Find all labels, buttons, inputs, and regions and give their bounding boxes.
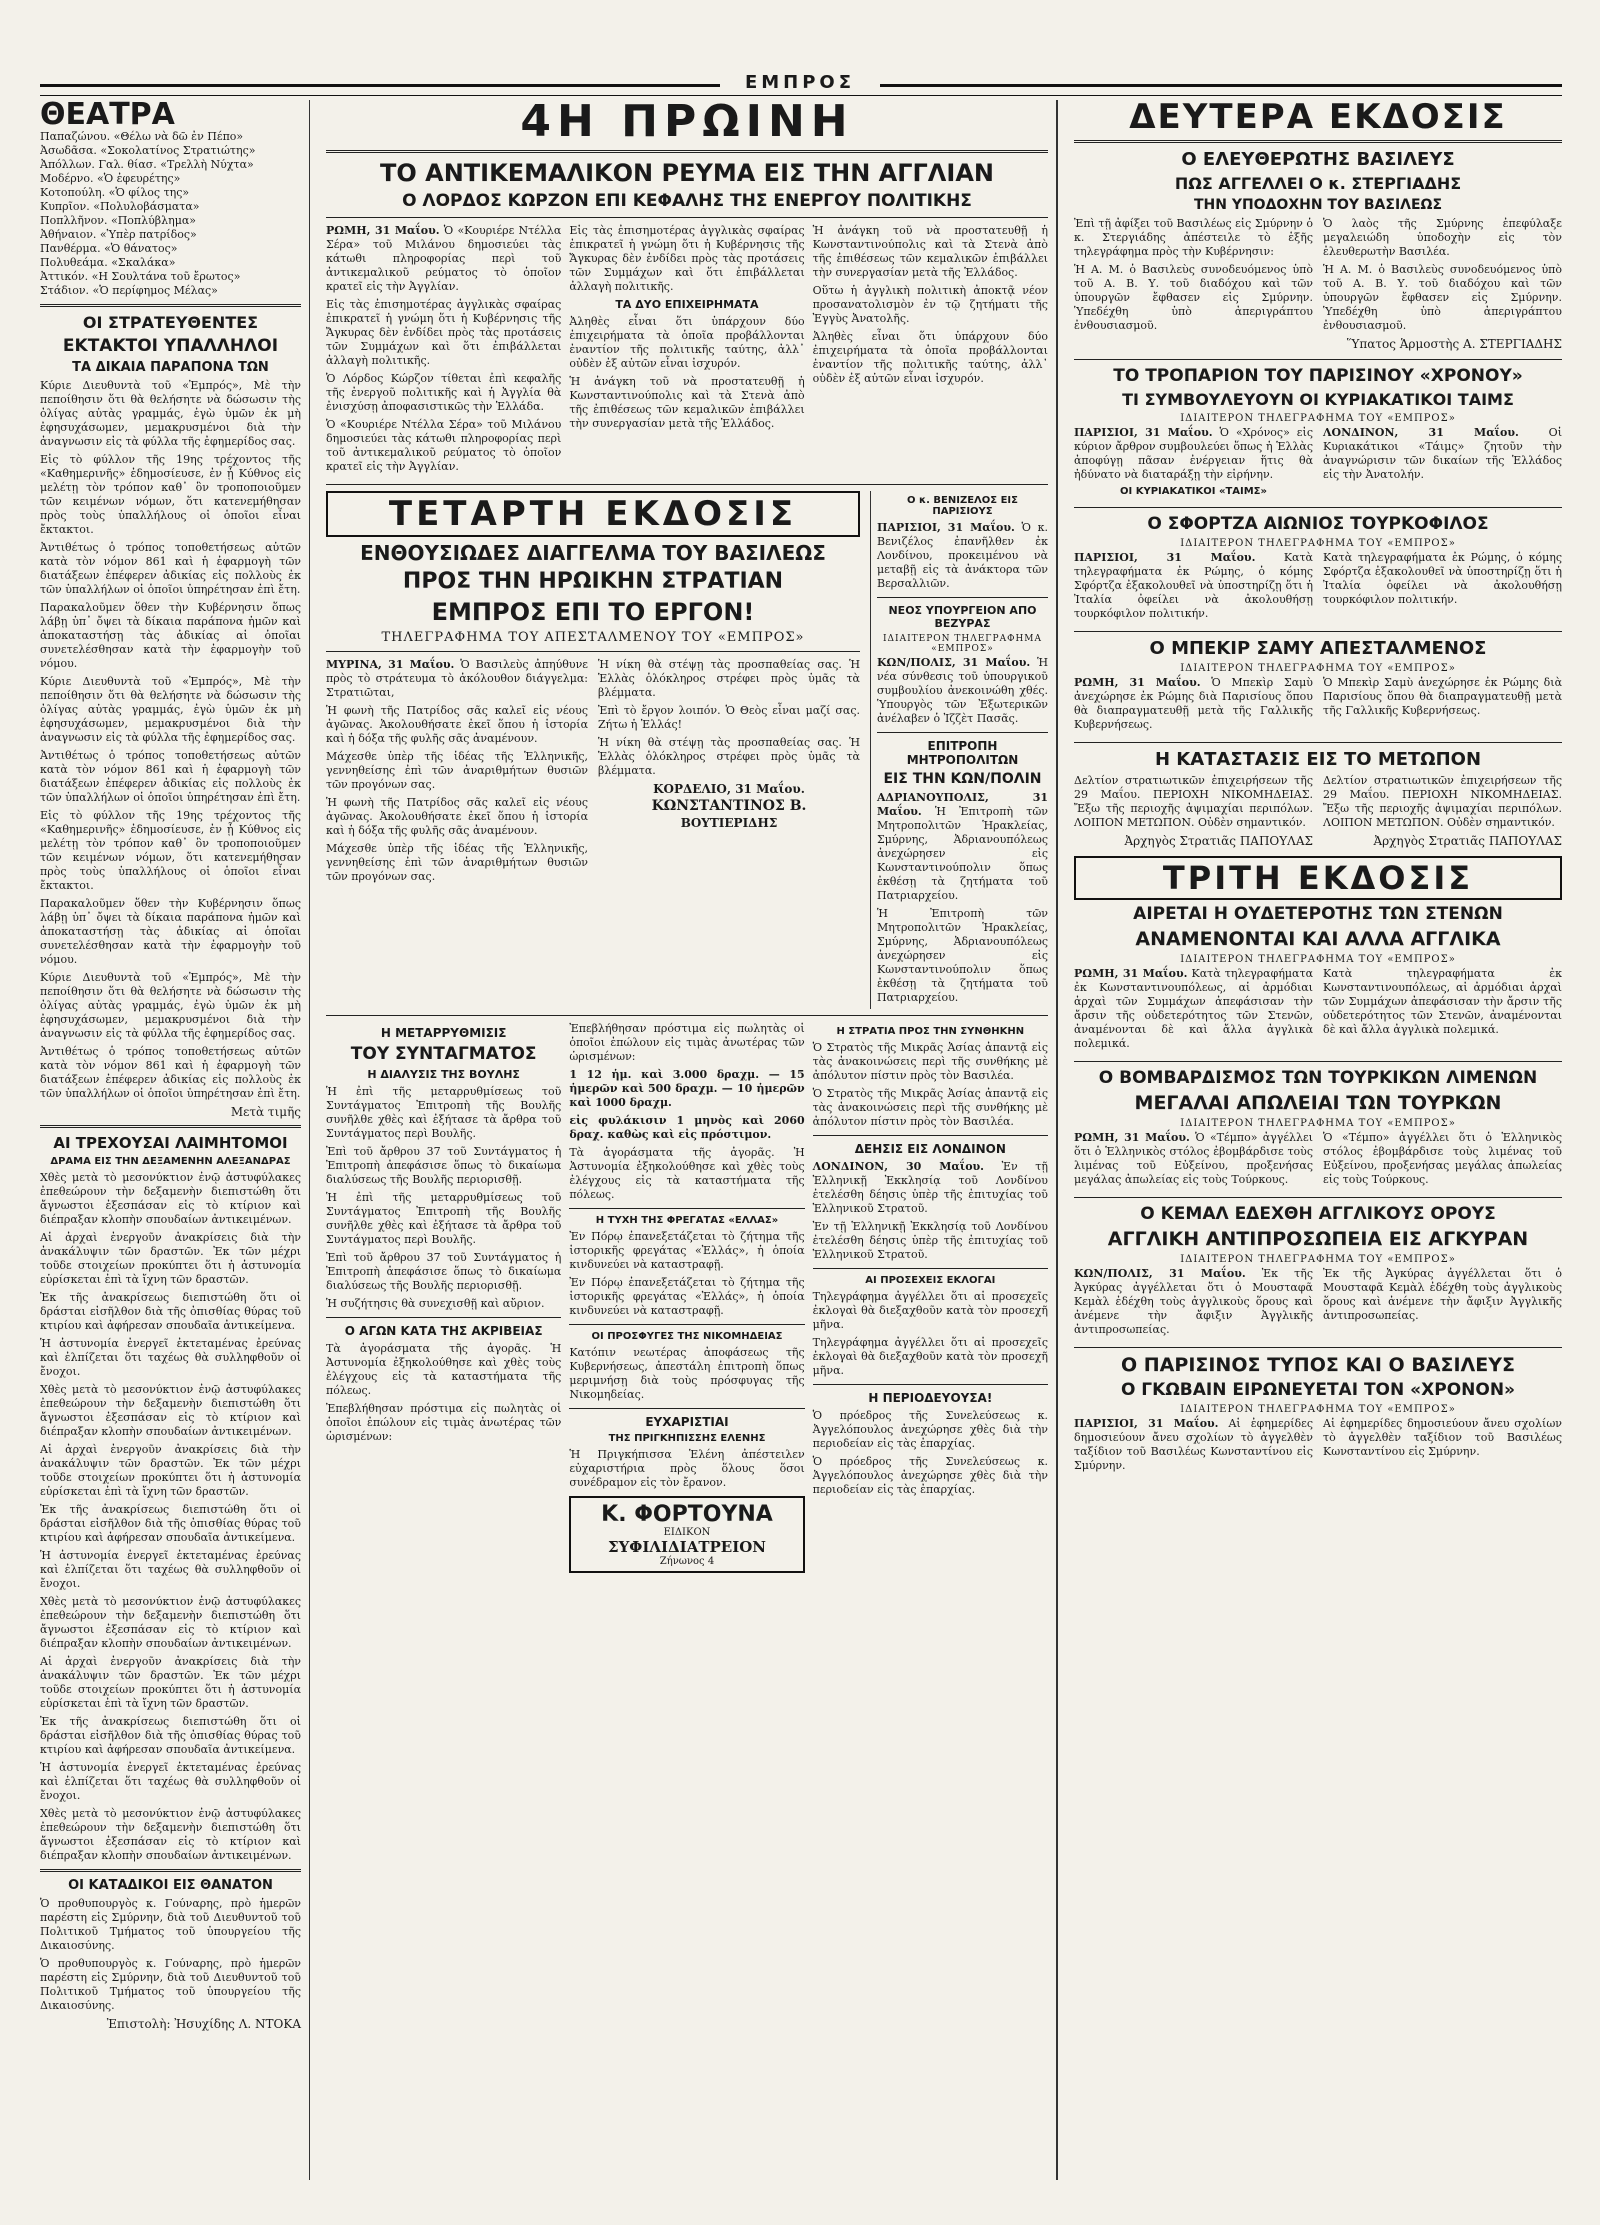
second-edition-title: ΔΕΥΤΕΡΑ ΕΚΔΟΣΙΣ [1129,100,1507,137]
thanks-title: ΕΥΧΑΡΙΣΤΙΑΙ [645,1415,729,1429]
article-paragraph: Μάχεσθε ὑπὲρ τῆς ἰδέας τῆς Ἑλληνικῆς, γεννηθείσης ἐπὶ τῶν ἀναριθμήτων θυσιῶν τῶν προγόνων σας. [326,842,588,883]
article-paragraph: Ἐν τῇ Ἑλληνικῇ Ἐκκλησίᾳ τοῦ Λονδίνου ἐτελέσθη δέησις ὑπὲρ τῆς ἐπιτυχίας τοῦ Ἑλληνικοῦ Στρατοῦ. [812,1220,1048,1261]
article-paragraph: Κύριε Διευθυντὰ τοῦ «Ἐμπρός», Μὲ τὴν πεποίθησιν ὅτι θὰ θελήσητε νὰ δώσωσιν τὴς ὀλίγας αὐτὰς γραμμάς, ἐγὼ ὑμῶν ἐκ μὴ ἐφησυχάσωμεν, μεμακρυσμένοι διὰ τὴν ἀναγνωσιν εἰς τὰ φύλλα τῆς ἐφημερίδος σας. [40,379,301,448]
proclamation-place: ΚΟΡΔΕΛΙΟ, 31 Μαΐου. [653,782,805,796]
king-title: Ο ΕΛΕΥΘΕΡΩΤΗΣ ΒΑΣΙΛΕΥΣ [1181,149,1455,170]
theatre-listing: Πολυθεάμα. «Σκαλάκα» [40,256,176,269]
article-paragraph: Αἱ ἀρχαὶ ἐνεργοῦν ἀνακρίσεις διὰ τὴν ἀνακάλυψιν τῶν δραστῶν. Ἐκ τῶν μέχρι τοῦδε στοιχείων προκύπτει ὅτι ἡ ἀστυνομία εὑρίσκεται ἐπὶ τὰ ἴχνη τῶν δραστῶν. [40,1231,301,1286]
venizelos-title: Ο κ. ΒΕΝΙΖΕΛΟΣ ΕΙΣ ΠΑΡΙΣΙΟΥΣ [907,495,1018,517]
article-paragraph: Ἡ ἀστυνομία ἐνεργεῖ ἐκτεταμένας ἐρεύνας καὶ ἐλπίζεται ὅτι ταχέως θὰ συλληφθοῦν οἱ ἔνοχοι. [40,1337,301,1378]
article-paragraph: Ἡ Α. Μ. ὁ Βασιλεὺς συνοδευόμενος ὑπὸ τοῦ Α. Β. Υ. τοῦ διαδόχου καὶ τῶν ὑπουργῶν ἔφθασεν εἰς Σμύρνην. Ὑπεδέχθη ὑπὸ ἀπεριγράπτου ἐνθουσιασμοῦ. [1074,263,1313,332]
king-subtitle: ΠΩΣ ΑΓΓΕΛΛΕΙ Ο κ. ΣΤΕΡΓΙΑΔΗΣ [1174,174,1462,193]
article-paragraph: Κατὰ τηλεγραφήματα ἐκ Κωνσταντινουπόλεως, αἱ ἀρμόδιαι ἀρχαὶ τῶν Συμμάχων ἀπεφάσισαν τὴν ἄρσιν τῆς οὐδετερότητος τῶν Στενῶν, ἀναμένονται δὲ καὶ ἄλλα ἀγγλικὰ πολεμικά. [1323,967,1562,1036]
dateline: ΠΑΡΙΣΙΟΙ, 31 Μαΐου. [1074,1417,1219,1430]
article-paragraph: Ὁ προθυπουργὸς κ. Γούναρης, πρὸ ἡμερῶν παρέστη εἰς Σμύρνην, διὰ τοῦ Διευθυντοῦ τοῦ Πολιτικοῦ Τμήματος τοῦ ὑπουργείου τῆς Δικαιοσύνης. [40,1897,301,1952]
bekir-sami-title: Ο ΜΠΕΚΙΡ ΣΑΜΥ ΑΠΕΣΤΑΛΜΕΝΟΣ [1149,638,1487,659]
sforza-title: Ο ΣΦΟΡΤΖΑ ΑΙΩΝΙΟΣ ΤΟΥΡΚΟΦΙΛΟΣ [1147,514,1489,534]
theatre-listing: Κοτοπούλη. «Ὁ φίλος της» [40,186,190,199]
london-title: ΔΕΗΣΙΣ ΕΙΣ ΛΟΝΔΙΝΟΝ [854,1142,1006,1156]
telegram-source: ΙΔΙΑΙΤΕΡΟΝ ΤΗΛΕΓΡΑΦΗΜΑ «ΕΜΠΡΟΣ» [882,634,1043,654]
article-paragraph: Τὰ ἀγοράσματα τῆς ἀγορᾶς. Ἡ Ἀστυνομία ἐξηκολούθησε καὶ χθὲς τοὺς ἐλέγχους εἰς τὰ καταστήματα τῆς πόλεως. [326,1342,562,1397]
theatre-listing: Κυπρῖον. «Πολυλοβάσματα» [40,200,200,213]
article-paragraph: Τὰ ἀγοράσματα τῆς ἀγορᾶς. Ἡ Ἀστυνομία ἐξηκολούθησε καὶ χθὲς τοὺς ἐλέγχους εἰς τὰ καταστήματα τῆς πόλεως. [569,1146,805,1201]
telegram-source: ΙΔΙΑΙΤΕΡΟΝ ΤΗΛΕΓΡΑΦΗΜΑ ΤΟΥ «ΕΜΠΡΟΣ» [1180,663,1456,674]
dateline: ΠΑΡΙΣΙΟΙ, 31 Μαΐου. [877,521,1015,534]
cost-of-living-title: Ο ΑΓΩΝ ΚΑΤΑ ΤΗΣ ΑΚΡΙΒΕΙΑΣ [344,1324,543,1338]
article-paragraph: Ἡ φωνὴ τῆς Πατρίδος σᾶς καλεῖ εἰς νέους ἀγῶνας. Ἀκολουθήσατε ἐκεῖ ὅπου ἡ ἱστορία καὶ ἡ δόξα τῆς φυλῆς σᾶς ἀναμένουν. [326,704,588,745]
theatre-list [40,130,301,298]
fines-list: εἰς φυλάκισιν 1 μηνὸς καὶ 2060 δραχ. καθὼς καὶ εἰς πρόστιμον. [569,1114,805,1141]
article-paragraph: Κύριε Διευθυντὰ τοῦ «Ἐμπρός», Μὲ τὴν πεποίθησιν ὅτι θὰ θελήσητε νὰ δώσωσιν τὴς ὀλίγας αὐτὰς γραμμάς, ἐγὼ ὑμῶν ἐκ μὴ ἐφησυχάσωμεν, μεμακρυσμένοι διὰ τὴν ἀναγνωσιν εἰς τὰ φύλλα τῆς ἐφημερίδος σας. [40,971,301,1040]
article-paragraph: Κατὰ τηλεγραφήματα ἐκ Ρώμης, ὁ κόμης Σφόρτζα ἐξακολουθεῖ νὰ ὑποστηρίζῃ ὅτι ἡ Ἰταλία ὀφείλει νὰ ἀκολουθήσῃ τουρκόφιλον πολιτικήν. [1074,551,1313,620]
thanks-subtitle: ΤΗΣ ΠΡΙΓΚΗΠΙΣΣΗΣ ΕΛΕΝΗΣ [608,1433,766,1444]
ad-line: ΣΥΦΙΛΙΔΙΑΤΡΕΙΟΝ [607,1538,766,1556]
article-paragraph: Χθὲς μετὰ τὸ μεσονύκτιον ἐνῷ ἀστυφύλακες ἐπεθεώρουν τὴν δεξαμενὴν διεπιστώθη ὅτι ἄγνωστοι ἐξεσπάσαν εἰς τὸ κτίριον καὶ διέπραξαν κλοπὴν σπουδαίων ἀντικειμένων. [40,1807,301,1862]
article-paragraph: Χθὲς μετὰ τὸ μεσονύκτιον ἐνῷ ἀστυφύλακες ἐπεθεώρουν τὴν δεξαμενὴν διεπιστώθη ὅτι ἄγνωστοι ἐξεσπάσαν εἰς τὸ κτίριον καὶ διέπραξαν κλοπὴν σπουδαίων ἀντικειμένων. [40,1171,301,1226]
article-paragraph: Ὁ «Τέμπο» ἀγγέλλει ὅτι ὁ Ἑλληνικὸς στόλος ἐβομβάρδισε τοὺς λιμένας τοῦ Εὐξείνου, προξενήσας μεγάλας ἀπωλείας εἰς τοὺς Τούρκους. [1323,1131,1562,1186]
article-paragraph: Ὁ λαὸς τῆς Σμύρνης ἐπεφύλαξε μεγαλειώδη ὑποδοχὴν εἰς τὸν ἐλευθερωτὴν Βασιλέα. [1323,217,1562,258]
revision-subtitle-2: Η ΔΙΑΛΥΣΙΣ ΤΗΣ ΒΟΥΛΗΣ [367,1068,520,1081]
dateline: ΡΩΜΗ, 31 Μαΐου. [1074,1131,1190,1144]
ad-name: Κ. ΦΟΡΤΟΥΝΑ [601,1502,773,1527]
headline-subtitle: Ο ΛΟΡΔΟΣ ΚΩΡΖΟΝ ΕΠΙ ΚΕΦΑΛΗΣ ΤΗΣ ΕΝΕΡΓΟΥ ΠΟΛΙΤΙΚΗΣ [402,191,972,211]
article-paragraph: Ἡ ἀνάγκη τοῦ νὰ προστατευθῇ ἡ Κωνσταντινούπολις καὶ τὰ Στενὰ ἀπὸ τῆς ἐπιθέσεως τῶν κεμαλικῶν ἐπιβάλλει τὴν συνεργασίαν μετὰ τῆς Ἑλλάδος. [569,375,805,430]
dateline: ΛΟΝΔΙΝΟΝ, 31 Μαΐου. [1323,426,1519,439]
article-paragraph: Ἡ νίκη θὰ στέψῃ τὰς προσπαθείας σας. Ἡ Ἑλλὰς ὁλόκληρος στρέφει πρὸς ὑμᾶς τὰ βλέμματα. [598,658,860,699]
article-paragraph: Ἀντιθέτως ὁ τρόπος τοποθετήσεως αὐτῶν κατὰ τὸν νόμον 861 καὶ ἡ ἐφαρμογὴ τῶν διατάξεων ἐπέφερεν ἀδικίας εἰς πολλοὺς ἐκ τῶν ὑπαλλήλων οἱ ὁποῖοι ὑπηρέτησαν ἐπὶ ἔτη. [40,749,301,804]
article-paragraph: Ἡ νέα σύνθεσις τοῦ ὑπουργικοῦ συμβουλίου ἀνεκοινώθη χθές. Ὑπουργὸς τῶν Ἐξωτερικῶν ἀνέλαβεν ὁ Ἰζζὲτ Πασᾶς. [877,656,1048,725]
article-paragraph: Ὁ Στρατὸς τῆς Μικρᾶς Ἀσίας ἀπαντᾷ εἰς τὰς ἀνακοινώσεις περὶ τῆς συνθήκης μὲ ἀπόλυτον πίστιν πρὸς τὸν Βασιλέα. [812,1041,1048,1082]
left-column [40,100,310,2180]
article-paragraph: Τηλεγράφημα ἀγγέλλει ὅτι αἱ προσεχεῖς ἐκλογαὶ θὰ διεξαχθοῦν κατὰ τὸν προσεχῆ μῆνα. [812,1336,1048,1377]
article-paragraph: Οὕτω ἡ ἀγγλικὴ πολιτικὴ ἀποκτᾷ νέον προσανατολισμὸν ἐν τῷ ζητήματι τῆς Ἐγγὺς Ἀνατολῆς. [812,284,1048,325]
straits-subtitle: ΑΝΑΜΕΝΟΝΤΑΙ ΚΑΙ ΑΛΛΑ ΑΓΓΛΙΚΑ [1135,928,1501,950]
article-paragraph: Οἱ Κυριακάτικοι «Τάιμς» ζητοῦν τὴν ἀναγνώρισιν τῶν δικαίων τῆς Ἑλλάδος εἰς τὴν Ἀνατολήν. [1323,426,1562,481]
article-paragraph: Παρακαλοῦμεν ὅθεν τὴν Κυβέρνησιν ὅπως λάβῃ ὑπ᾿ ὄψει τὰ δίκαια παράπονα ἡμῶν καὶ ἀποκαταστήσῃ τὰς ἀδικίας αἱ ὁποῖαι συνετελέσθησαν κατὰ τὴν ἐφαρμογὴν τοῦ νόμου. [40,897,301,966]
telegram-source: ΙΔΙΑΙΤΕΡΟΝ ΤΗΛΕΓΡΑΦΗΜΑ ΤΟΥ «ΕΜΠΡΟΣ» [1180,413,1456,424]
article-paragraph: Ὁ Λόρδος Κώρζον τίθεται ἐπὶ κεφαλῆς τῆς ἐνεργοῦ πολιτικῆς καὶ ἡ Ἀγγλία θὰ ἐνισχύσῃ ἀποφασιστικῶς τὴν Ἑλλάδα. [326,372,562,413]
paris-press-subtitle: Ο ΓΚΩΒΑΙΝ ΕΙΡΩΝΕΥΕΤΑΙ ΤΟΝ «ΧΡΟΝΟΝ» [1120,1380,1516,1400]
article-paragraph: Ἡ Πριγκήπισσα Ἑλένη ἀπέστειλεν εὐχαριστήρια πρὸς ὅλους ὅσοι συνέδραμον εἰς τὸν ἔρανον. [569,1448,805,1489]
article-paragraph: Ἡ φωνὴ τῆς Πατρίδος σᾶς καλεῖ εἰς νέους ἀγῶνας. Ἀκολουθήσατε ἐκεῖ ὅπου ἡ ἱστορία καὶ ἡ δόξα τῆς φυλῆς σᾶς ἀναμένουν. [326,796,588,837]
article-paragraph: Χθὲς μετὰ τὸ μεσονύκτιον ἐνῷ ἀστυφύλακες ἐπεθεώρουν τὴν δεξαμενὴν διεπιστώθη ὅτι ἄγνωστοι ἐξεσπάσαν εἰς τὸ κτίριον καὶ διέπραξαν κλοπὴν σπουδαίων ἀντικειμένων. [40,1383,301,1438]
headline-proclamation: ΕΝΘΟΥΣΙΩΔΕΣ ΔΙΑΓΓΕΛΜΑ ΤΟΥ ΒΑΣΙΛΕΩΣ [360,541,826,565]
article-paragraph: Δελτίον στρατιωτικῶν ἐπιχειρήσεων τῆς 29 Μαΐου. ΠΕΡΙΟΧΗ ΝΙΚΟΜΗΔΕΙΑΣ. Ἔξω τῆς περιοχῆς ἀψιμαχίαι περιπόλων. ΛΟΙΠΟΝ ΜΕΤΩΠΟΝ. Οὐδὲν σημαντικόν. [1074,774,1313,829]
article-paragraph: Ὁ «Κουριέρε Ντέλλα Σέρα» τοῦ Μιλάνου δημοσιεύει τὰς κάτωθι πληροφορίας περὶ τοῦ ἀντικεμαλικοῦ ρεύματος τὸ ὁποῖον κρατεῖ εἰς τὴν Ἀγγλίαν. [326,224,562,293]
headline-proclamation-3: ΕΜΠΡΟΣ ΕΠΙ ΤΟ ΕΡΓΟΝ! [431,598,755,626]
elections-title: ΑΙ ΠΡΟΣΕΧΕΙΣ ΕΚΛΟΓΑΙ [865,1275,996,1286]
dateline: ΑΔΡΙΑΝΟΥΠΟΛΙΣ, 31 Μαΐου. [877,791,1048,818]
dateline: ΚΩΝ/ΠΟΛΙΣ, 31 Μαΐου. [877,656,1031,669]
article-paragraph: Ὁ «Κουριέρε Ντέλλα Σέρα» τοῦ Μιλάνου δημοσιεύει τὰς κάτωθι πληροφορίας περὶ τοῦ ἀντικεμαλικοῦ ρεύματος τὸ ὁποῖον κρατεῖ εἰς τὴν Ἀγγλίαν. [326,418,562,473]
article-paragraph: Κύριε Διευθυντὰ τοῦ «Ἐμπρός», Μὲ τὴν πεποίθησιν ὅτι θὰ θελήσητε νὰ δώσωσιν τὴς ὀλίγας αὐτὰς γραμμάς, ἐγὼ ὑμῶν ἐκ μὴ ἐφησυχάσωμεν, μεμακρυσμένοι διὰ τὴν ἀναγνωσιν εἰς τὰ φύλλα τῆς ἐφημερίδος σας. [40,675,301,744]
telegram-source: ΤΗΛΕΓΡΑΦΗΜΑ ΤΟΥ ΑΠΕΣΤΑΛΜΕΝΟΥ ΤΟΥ «ΕΜΠΡΟΣ» [381,630,805,645]
article-paragraph: Ἐν Πόρῳ ἐπανεξετάζεται τὸ ζήτημα τῆς ἱστορικῆς φρεγάτας «Ἑλλάς», ἡ ὁποία κινδυνεύει νὰ καταστραφῇ. [569,1230,805,1271]
center-column [318,100,1058,2180]
telegram-source: ΙΔΙΑΙΤΕΡΟΝ ΤΗΛΕΓΡΑΦΗΜΑ ΤΟΥ «ΕΜΠΡΟΣ» [1180,1118,1456,1129]
article-paragraph: Ἀληθὲς εἶναι ὅτι ὑπάρχουν δύο ἐπιχειρήματα τὰ ὁποῖα προβάλλονται ἐναντίον τῆς πολιτικῆς ταύτης, ἀλλ᾿ οὐδὲν ἐξ αὐτῶν εἶναι ἰσχυρόν. [569,315,805,370]
article-paragraph: Ὁ πρόεδρος τῆς Συνελεύσεως κ. Ἀγγελόπουλος ἀνεχώρησε χθὲς διὰ τὴν περιοδείαν εἰς τὰς ἐπαρχίας. [812,1409,1048,1450]
article-paragraph: Ἐκ τῆς ἀνακρίσεως διεπιστώθη ὅτι οἱ δράσται εἰσῆλθον διὰ τῆς ὀπισθίας θύρας τοῦ κτιρίου καὶ ἀφήρεσαν σπουδαῖα ἀντικείμενα. [40,1503,301,1544]
article-paragraph: Ἐν Πόρῳ ἐπανεξετάζεται τὸ ζήτημα τῆς ἱστορικῆς φρεγάτας «Ἑλλάς», ἡ ὁποία κινδυνεύει νὰ καταστραφῇ. [569,1276,805,1317]
ad-line: ΕΙΔΙΚΟΝ [663,1527,711,1538]
article-paragraph: Ὁ πρόεδρος τῆς Συνελεύσεως κ. Ἀγγελόπουλος ἀνεχώρησε χθὲς διὰ τὴν περιοδείαν εἰς τὰς ἐπαρχίας. [812,1455,1048,1496]
article-signature: Ἐπιστολὴ: Ἠσυχίδης Λ. ΝΤΟΚΑ [106,2017,301,2031]
article-paragraph: Χθὲς μετὰ τὸ μεσονύκτιον ἐνῷ ἀστυφύλακες ἐπεθεώρουν τὴν δεξαμενὴν διεπιστώθη ὅτι ἄγνωστοι ἐξεσπάσαν εἰς τὸ κτίριον καὶ διέπραξαν κλοπὴν σπουδαίων ἀντικειμένων. [40,1595,301,1650]
article-paragraph: Ἡ ἀστυνομία ἐνεργεῖ ἐκτεταμένας ἐρεύνας καὶ ἐλπίζεται ὅτι ταχέως θὰ συλληφθοῦν οἱ ἔνοχοι. [40,1549,301,1590]
article-paragraph: Ἡ Ἐπιτροπὴ τῶν Μητροπολιτῶν Ἡρακλείας, Σμύρνης, Ἀδριανουπόλεως ἀνεχώρησεν εἰς Κωνσταντινούπολιν ὅπως ἐκθέσῃ τὰ ζητήματα τοῦ Πατριαρχείου. [877,805,1048,902]
article-paragraph: Ἀληθὲς εἶναι ὅτι ὑπάρχουν δύο ἐπιχειρήματα τὰ ὁποῖα προβάλλονται ἐναντίον τῆς πολιτικῆς ταύτης, ἀλλ᾿ οὐδὲν ἐξ αὐτῶν εἶναι ἰσχυρόν. [812,330,1048,385]
theatre-listing: Ποπλλῆνον. «Ποπλύβλημα» [40,214,197,227]
telegram-source: ΙΔΙΑΙΤΕΡΟΝ ΤΗΛΕΓΡΑΦΗΜΑ ΤΟΥ «ΕΜΠΡΟΣ» [1180,1254,1456,1265]
dateline: ΚΩΝ/ΠΟΛΙΣ, 31 Μαΐου. [1074,1267,1246,1280]
third-edition-title: ΤΡΙΤΗ ΕΚΔΟΣΙΣ [1074,856,1562,900]
article-paragraph: Ἐπεβλήθησαν πρόστιμα εἰς πωλητὰς οἱ ὁποῖοι ἐπώλουν εἰς τιμὰς ἀνωτέρας τῶν ὡρισμένων: [569,1022,805,1063]
article-paragraph: Εἰς τὸ φύλλον τῆς 19ης τρέχοντος τῆς «Καθημερινῆς» ἐδημοσίευσε, ἐν ᾗ Κύθνος εἰς μελέτῃ τὸν τρόπον καθ᾿ ὃν τροποποιοῦμεν τῶν κειμένων νόμων, ὅτι κατενεμήθησαν πρὸς τοὺς ὑπαλλήλους οἱ ὁποῖοι εἶναι ἔκτακτοι. [40,809,301,892]
article-paragraph: Ἐπὶ τὸ ἔργον λοιπόν. Ὁ Θεὸς εἶναι μαζί σας. Ζήτω ἡ Ἑλλάς! [598,704,860,731]
article-paragraph: Μάχεσθε ὑπὲρ τῆς ἰδέας τῆς Ἑλληνικῆς, γεννηθείσης ἐπὶ τῶν ἀναριθμήτων θυσιῶν τῶν προγόνων σας. [326,750,588,791]
article-paragraph: Ἐκ τῆς ἀνακρίσεως διεπιστώθη ὅτι οἱ δράσται εἰσῆλθον διὰ τῆς ὀπισθίας θύρας τοῦ κτιρίου καὶ ἀφήρεσαν σπουδαῖα ἀντικείμενα. [40,1715,301,1756]
article-paragraph: Παρακαλοῦμεν ὅθεν τὴν Κυβέρνησιν ὅπως λάβῃ ὑπ᾿ ὄψει τὰ δίκαια παράπονα ἡμῶν καὶ ἀποκαταστήσῃ τὰς ἀδικίας αἱ ὁποῖαι συνετελέσθησαν κατὰ τὴν ἐφαρμογὴν τοῦ νόμου. [40,601,301,670]
article-paragraph: Ὁ «Τέμπο» ἀγγέλλει ὅτι ὁ Ἑλληνικὸς στόλος ἐβομβάρδισε τοὺς λιμένας τοῦ Εὐξείνου, προξενήσας μεγάλας ἀπωλείας εἰς τοὺς Τούρκους. [1074,1131,1313,1186]
article-paragraph: Ἐπεβλήθησαν πρόστιμα εἰς πωλητὰς οἱ ὁποῖοι ἐπώλουν εἰς τιμὰς ἀνωτέρας τῶν ὡρισμένων: [326,1402,562,1443]
article-paragraph: Ἡ νίκη θὰ στέψῃ τὰς προσπαθείας σας. Ἡ Ἑλλὰς ὁλόκληρος στρέφει πρὸς ὑμᾶς τὰ βλέμματα. [598,736,860,777]
article-paragraph: Ἡ ἐπὶ τῆς μεταρρυθμίσεως τοῦ Συντάγματος Ἐπιτροπὴ τῆς Βουλῆς συνῆλθε χθὲς καὶ ἐξήτασε τὰ ἄρθρα τοῦ Συντάγματος περὶ Βουλῆς. [326,1191,562,1246]
article-paragraph: Κατὰ τηλεγραφήματα ἐκ Ρώμης, ὁ κόμης Σφόρτζα ἐξακολουθεῖ νὰ ὑποστηρίζῃ ὅτι ἡ Ἰταλία ὀφείλει νὰ ἀκολουθήσῃ τουρκόφιλον πολιτικήν. [1323,551,1562,606]
right-column [1066,100,1562,2180]
bombardment-title: Ο ΒΟΜΒΑΡΔΙΣΜΟΣ ΤΩΝ ΤΟΥΡΚΙΚΩΝ ΛΙΜΕΝΩΝ [1098,1068,1538,1088]
straits-title: ΑΙΡΕΤΑΙ Η ΟΥΔΕΤΕΡΟΤΗΣ ΤΩΝ ΣΤΕΝΩΝ [1133,904,1503,924]
telegram-source: ΙΔΙΑΙΤΕΡΟΝ ΤΗΛΕΓΡΑΦΗΜΑ ΤΟΥ «ΕΜΠΡΟΣ» [1180,954,1456,965]
theatre-listing: Μοδέρνο. «Ὁ ἐφευρέτης» [40,172,181,185]
refugees-title: ΟΙ ΠΡΟΣΦΥΓΕΣ ΤΗΣ ΝΙΚΟΜΗΔΕΙΑΣ [591,1331,783,1342]
article-paragraph: Αἱ ἐφημερίδες δημοσιεύουν ἄνευ σχολίων τὸ ἀγγελθὲν ταξίδιον τοῦ Βασιλέως Κωνσταντίνου εἰς Σμύρνην. [1323,1417,1562,1458]
dateline: ΡΩΜΗ, 31 Μαΐου. [326,224,440,237]
article-paragraph: Ἐπὶ τοῦ ἄρθρου 37 τοῦ Συντάγματος ἡ Ἐπιτροπὴ ἀπεφάσισε ὅπως τὸ δικαίωμα διαλύσεως τῆς Βουλῆς περιορισθῇ. [326,1251,562,1292]
edition-title: 4Η ΠΡΩΙΝΗ [520,100,854,147]
soldiers-subtitle-2: ΤΑ ΔΙΚΑΙΑ ΠΑΡΑΠΟΝΑ ΤΩΝ [72,360,269,375]
frigate-title: Η ΤΥΧΗ ΤΗΣ ΦΡΕΓΑΤΑΣ «ΕΛΛΑΣ» [595,1215,779,1226]
article-signature: Ἀρχηγὸς Στρατιᾶς ΠΑΠΟΥΛΑΣ [1373,834,1562,848]
dateline: ΜΥΡΙΝΑ, 31 Μαΐου. [326,658,455,671]
article-paragraph: Εἰς τὰς ἐπισημοτέρας ἀγγλικὰς σφαίρας ἐπικρατεῖ ἡ γνώμη ὅτι ἡ Κυβέρνησις τῆς Ἄγκυρας δὲν ἐνδίδει πρὸς τὰς προτάσεις τῶν Συμμάχων καὶ ὅτι ἐπιβάλλεται ἀλλαγὴ πολιτικῆς. [569,224,805,293]
theatre-listing: Ἀσωδᾶσα. «Σοκολατίνος Στρατιώτης» [40,144,256,157]
subheading: ΤΑ ΔΥΟ ΕΠΙΧΕΙΡΗΜΑΤΑ [615,298,759,311]
king-subtitle-2: ΤΗΝ ΥΠΟΔΟΧΗΝ ΤΟΥ ΒΑΣΙΛΕΩΣ [1193,197,1443,213]
article-paragraph: Ἡ συζήτησις θὰ συνεχισθῇ καὶ αὔριον. [326,1297,545,1310]
article-paragraph: Ὁ Μπεκὶρ Σαμὺ ἀνεχώρησε ἐκ Ρώμης διὰ Παρισίους ὅπου θὰ διαπραγματευθῇ μετὰ τῆς Γαλλικῆς Κυβερνήσεως. [1323,676,1562,717]
article-paragraph: Ὁ Μπεκὶρ Σαμὺ ἀνεχώρησε ἐκ Ρώμης διὰ Παρισίους ὅπου θὰ διαπραγματευθῇ μετὰ τῆς Γαλλικῆς Κυβερνήσεως. [1074,676,1313,731]
article-paragraph: Ἡ ἀστυνομία ἐνεργεῖ ἐκτεταμένας ἐρεύνας καὶ ἐλπίζεται ὅτι ταχέως θὰ συλληφθοῦν οἱ ἔνοχοι. [40,1761,301,1802]
article-columns [326,224,1048,478]
paris-press-title: Ο ΠΑΡΙΣΙΝΟΣ ΤΥΠΟΣ ΚΑΙ Ο ΒΑΣΙΛΕΥΣ [1121,1354,1515,1376]
article-paragraph: Ἡ Α. Μ. ὁ Βασιλεὺς συνοδευόμενος ὑπὸ τοῦ Α. Β. Υ. τοῦ διαδόχου καὶ τῶν ὑπουργῶν ἔφθασεν εἰς Σμύρνην. Ὑπεδέχθη ὑπὸ ἀπεριγράπτου ἐνθουσιασμοῦ. [1323,263,1562,332]
article-paragraph: Εἰς τὰς ἐπισημοτέρας ἀγγλικὰς σφαίρας ἐπικρατεῖ ἡ γνώμη ὅτι ἡ Κυβέρνησις τῆς Ἄγκυρας δὲν ἐνδίδει πρὸς τὰς προτάσεις τῶν Συμμάχων καὶ ὅτι ἐπιβάλλεται ἀλλαγὴ πολιτικῆς. [326,298,562,367]
proclamation-countersign: ΒΟΥΤΙΕΡΙΔΗΣ [680,816,778,830]
article-paragraph: Ὁ κ. Βενιζέλος ἐπανῆλθεν ἐκ Λονδίνου, προκειμένου νὰ μεταβῇ εἰς τὰ ἀνάκτορα τῶν Βερσαλλιῶν. [877,521,1048,590]
article-paragraph: Αἱ ἀρχαὶ ἐνεργοῦν ἀνακρίσεις διὰ τὴν ἀνακάλυψιν τῶν δραστῶν. Ἐκ τῶν μέχρι τοῦδε στοιχείων προκύπτει ὅτι ἡ ἀστυνομία εὑρίσκεται ἐπὶ τὰ ἴχνη τῶν δραστῶν. [40,1655,301,1710]
article-paragraph: Δελτίον στρατιωτικῶν ἐπιχειρήσεων τῆς 29 Μαΐου. ΠΕΡΙΟΧΗ ΝΙΚΟΜΗΔΕΙΑΣ. Ἔξω τῆς περιοχῆς ἀψιμαχίαι περιπόλων. ΛΟΙΠΟΝ ΜΕΤΩΠΟΝ. Οὐδὲν σημαντικόν. [1323,774,1562,829]
theatre-listing: Ἀθήναιον. «Ὑπὲρ πατρίδος» [40,228,197,241]
dateline: ΠΑΡΙΣΙΟΙ, 31 Μαΐου. [1074,551,1256,564]
guillotines-title: ΑΙ ΤΡΕΧΟΥΣΑΙ ΛΑΙΜΗΤΟΜΟΙ [53,1134,288,1152]
article-paragraph: Αἱ ἀρχαὶ ἐνεργοῦν ἀνακρίσεις διὰ τὴν ἀνακάλυψιν τῶν δραστῶν. Ἐκ τῶν μέχρι τοῦδε στοιχείων προκύπτει ὅτι ἡ ἀστυνομία εὑρίσκεται ἐπὶ τὰ ἴχνη τῶν δραστῶν. [40,1443,301,1498]
article-paragraph: Ἐκ τῆς Ἀγκύρας ἀγγέλλεται ὅτι ὁ Μουσταφᾶ Κεμὰλ ἐδέχθη τοὺς ἀγγλικοὺς ὅρους καὶ ἀνέμενε τὴν ἄφιξιν Ἀγγλικῆς ἀντιπροσωπείας. [1074,1267,1313,1336]
bombardment-subtitle: ΜΕΓΑΛΑΙ ΑΠΩΛΕΙΑΙ ΤΩΝ ΤΟΥΡΚΩΝ [1134,1092,1502,1114]
telegram-source: ΙΔΙΑΙΤΕΡΟΝ ΤΗΛΕΓΡΑΦΗΜΑ ΤΟΥ «ΕΜΠΡΟΣ» [1180,538,1456,549]
condemned-title: ΟΙ ΚΑΤΑΔΙΚΟΙ ΕΙΣ ΘΑΝΑΤΟΝ [68,1878,273,1893]
theatre-listing: Πανθέρμα. «Ὁ θάνατος» [40,242,178,255]
ad-line: Ζήνωνος 4 [659,1556,715,1567]
advertisement [569,1496,804,1573]
fines-list: 1 12 ἡμ. καὶ 3.000 δραχμ. — 15 ἡμερῶν καὶ 500 δραχμ. — 10 ἡμερῶν καὶ 1000 δραχμ. [569,1068,805,1109]
article-paragraph: Ἐκ τῆς ἀνακρίσεως διεπιστώθη ὅτι οἱ δράσται εἰσῆλθον διὰ τῆς ὀπισθίας θύρας τοῦ κτιρίου καὶ ἀφήρεσαν σπουδαῖα ἀντικείμενα. [40,1291,301,1332]
article-paragraph: Ἀντιθέτως ὁ τρόπος τοποθετήσεως αὐτῶν κατὰ τὸν νόμον 861 καὶ ἡ ἐφαρμογὴ τῶν διατάξεων ἐπέφερεν ἀδικίας εἰς πολλοὺς ἐκ τῶν ὑπαλλήλων οἱ ὁποῖοι ὑπηρέτησαν ἐπὶ ἔτη. [40,541,301,596]
front-title: Η ΚΑΤΑΣΤΑΣΙΣ ΕΙΣ ΤΟ ΜΕΤΩΠΟΝ [1154,749,1482,770]
article-paragraph: Ἡ Ἐπιτροπὴ τῶν Μητροπολιτῶν Ἡρακλείας, Σμύρνης, Ἀδριανουπόλεως ἀνεχώρησεν εἰς Κωνσταντινούπολιν ὅπως ἐκθέσῃ τὰ ζητήματα τοῦ Πατριαρχείου. [877,907,1048,1004]
article-paragraph: Εἰς τὸ φύλλον τῆς 19ης τρέχοντος τῆς «Καθημερινῆς» ἐδημοσίευσε, ἐν ᾗ Κύθνος εἰς μελέτῃ τὸν τρόπον καθ᾿ ὃν τροποποιοῦμεν τῶν κειμένων νόμων, ὅτι κατενεμήθησαν πρὸς τοὺς ὑπαλλήλους οἱ ὁποῖοι εἶναι ἔκτακτοι. [40,453,301,536]
newspaper-name: ΕΜΠΡΟΣ [720,72,880,93]
headline-anti-kemalist: ΤΟ ΑΝΤΙΚΕΜΑΛΙΚΟΝ ΡΕΥΜΑ ΕΙΣ ΤΗΝ ΑΓΓΛΙΑΝ [380,159,994,187]
article-paragraph: Τηλεγράφημα ἀγγέλλει ὅτι αἱ προσεχεῖς ἐκλογαὶ θὰ διεξαχθοῦν κατὰ τὸν προσεχῆ μῆνα. [812,1290,1048,1331]
minister-title: ΝΕΟΣ ΥΠΟΥΡΓΕΙΟΝ ΑΠΟ ΒΕΖΥΡΑΣ [888,604,1037,630]
guillotines-subtitle: ΔΡΑΜΑ ΕΙΣ ΤΗΝ ΔΕΞΑΜΕΝΗΝ ΑΛΕΞΑΝΔΡΑΣ [50,1156,291,1167]
chronos-title: ΤΟ ΤΡΟΠΑΡΙΟΝ ΤΟΥ ΠΑΡΙΣΙΝΟΥ «ΧΡΟΝΟΥ» [1113,366,1523,386]
headline-proclamation-2: ΠΡΟΣ ΤΗΝ ΗΡΩΙΚΗΝ ΣΤΡΑΤΙΑΝ [402,569,784,594]
article-signature: Μετὰ τιμῆς [230,1105,301,1119]
theatre-listing: Ἀττικόν. «Η Σουλτάνα τοῦ ἔρωτος» [40,270,241,283]
article-paragraph: Αἱ ἐφημερίδες δημοσιεύουν ἄνευ σχολίων τὸ ἀγγελθὲν ταξίδιον τοῦ Βασιλέως Κωνσταντίνου εἰς Σμύρνην. [1074,1417,1313,1472]
kemal-title: Ο ΚΕΜΑΛ ΕΔΕΧΘΗ ΑΓΓΛΙΚΟΥΣ ΟΡΟΥΣ [1140,1204,1496,1224]
kemal-subtitle: ΑΓΓΛΙΚΗ ΑΝΤΙΠΡΟΣΩΠΕΙΑ ΕΙΣ ΑΓΚΥΡΑΝ [1107,1228,1529,1250]
article-paragraph: Ἡ ἐπὶ τῆς μεταρρυθμίσεως τοῦ Συντάγματος Ἐπιτροπὴ τῆς Βουλῆς συνῆλθε χθὲς καὶ ἐξήτασε τὰ ἄρθρα τοῦ Συντάγματος περὶ Βουλῆς. [326,1085,562,1140]
revision-title: Η ΜΕΤΑΡΡΥΘΜΙΣΙΣ [380,1026,507,1040]
article-paragraph: Ἐπὶ τοῦ ἄρθρου 37 τοῦ Συντάγματος ἡ Ἐπιτροπὴ ἀπεφάσισε ὅπως τὸ δικαίωμα διαλύσεως τῆς Βουλῆς περιορισθῇ. [326,1145,562,1186]
subheading: ΟΙ ΚΥΡΙΑΚΑΤΙΚΟΙ «ΤΑΙΜΣ» [1120,486,1267,497]
dateline: ΡΩΜΗ, 31 Μαΐου. [1074,676,1201,689]
dateline: ΠΑΡΙΣΙΟΙ, 31 Μαΐου. [1074,426,1213,439]
article-paragraph: Ἐκ τῆς Ἀγκύρας ἀγγέλλεται ὅτι ὁ Μουσταφᾶ Κεμὰλ ἐδέχθη τοὺς ἀγγλικοὺς ὅρους καὶ ἀνέμενε τὴν ἄφιξιν Ἀγγλικῆς ἀντιπροσωπείας. [1323,1267,1562,1322]
army-title: Η ΣΤΡΑΤΙΑ ΠΡΟΣ ΤΗΝ ΣΥΝΘΗΚΗΝ [836,1026,1025,1037]
article-paragraph: Ἡ ἀνάγκη τοῦ νὰ προστατευθῇ ἡ Κωνσταντινούπολις καὶ τὰ Στενὰ ἀπὸ τῆς ἐπιθέσεως τῶν κεμαλικῶν ἐπιβάλλει τὴν συνεργασίαν μετὰ τῆς Ἑλλάδος. [812,224,1048,279]
proclamation-signature: ΚΩΝΣΤΑΝΤΙΝΟΣ Β. [651,798,807,814]
theatre-listing: Στάδιον. «Ὁ περίφημος Μέλας» [40,284,218,297]
touring-title: Η ΠΕΡΙΟΔΕΥΟΥΣΑ! [868,1391,993,1405]
dateline: ΡΩΜΗ, 31 Μαΐου. [1074,967,1188,980]
soldiers-title: ΟΙ ΣΤΡΑΤΕΥΘΕΝΤΕΣ [82,313,259,332]
article-signature: Ὕπατος Ἁρμοστὴς Α. ΣΤΕΡΓΙΑΔΗΣ [1346,337,1562,351]
chronos-subtitle: ΤΙ ΣΥΜΒΟΥΛΕΥΟΥΝ ΟΙ ΚΥΡΙΑΚΑΤΙΚΟΙ ΤΑΙΜΣ [1122,390,1514,409]
soldiers-subtitle: ΕΚΤΑΚΤΟΙ ΥΠΑΛΛΗΛΟΙ [62,336,279,356]
article-paragraph: Ὁ «Χρόνος» εἰς κύριον ἄρθρον συμβουλεύει ὅπως ἡ Ἑλλὰς ἀποφύγῃ πᾶσαν ἐνέργειαν ἥτις θὰ ἠδύνατο νὰ διαταράξῃ τὴν εἰρήνην. [1074,426,1313,481]
metropolitans-subtitle: ΕΙΣ ΤΗΝ ΚΩΝ/ΠΟΛΙΝ [883,771,1042,787]
theatre-listing: Παπαζώνου. «Θέλω νὰ δῶ ἐν Πέπο» [40,130,244,143]
metropolitans-title: ΕΠΙΤΡΟΠΗ ΜΗΤΡΟΠΟΛΙΤΩΝ [906,739,1019,767]
article-paragraph: Ὁ Στρατὸς τῆς Μικρᾶς Ἀσίας ἀπαντᾷ εἰς τὰς ἀνακοινώσεις περὶ τῆς συνθήκης μὲ ἀπόλυτον πίστιν πρὸς τὸν Βασιλέα. [812,1087,1048,1128]
article-paragraph: Κατὰ τηλεγραφήματα ἐκ Κωνσταντινουπόλεως, αἱ ἀρμόδιαι ἀρχαὶ τῶν Συμμάχων ἀπεφάσισαν τὴν ἄρσιν τῆς οὐδετερότητος τῶν Στενῶν, ἀναμένονται δὲ καὶ ἄλλα ἀγγλικὰ πολεμικά. [1074,967,1313,1050]
article-signature: Ἀρχηγὸς Στρατιᾶς ΠΑΠΟΥΛΑΣ [1124,834,1313,848]
fourth-edition-title: ΤΕΤΑΡΤΗ ΕΚΔΟΣΙΣ [326,491,860,537]
article-paragraph: Κατόπιν νεωτέρας ἀποφάσεως τῆς Κυβερνήσεως, ἀπεστάλη ἐπιτροπὴ ὅπως μεριμνήσῃ διὰ τοὺς πρόσφυγας τῆς Νικομηδείας. [569,1346,805,1401]
theatre-listing: Ἀπόλλων. Γαλ. θίασ. «Τρελλὴ Νύχτα» [40,158,254,171]
article-paragraph: Ἀντιθέτως ὁ τρόπος τοποθετήσεως αὐτῶν κατὰ τὸν νόμον 861 καὶ ἡ ἐφαρμογὴ τῶν διατάξεων ἐπέφερεν ἀδικίας εἰς πολλοὺς ἐκ τῶν ὑπαλλήλων οἱ ὁποῖοι ὑπηρέτησαν ἐπὶ ἔτη. [40,1045,301,1100]
revision-subtitle: ΤΟΥ ΣΥΝΤΑΓΜΑΤΟΣ [350,1044,537,1064]
dateline: ΛΟΝΔΙΝΟΝ, 30 Μαΐου. [812,1160,984,1173]
article-paragraph: Ἐν τῇ Ἑλληνικῇ Ἐκκλησίᾳ τοῦ Λονδίνου ἐτελέσθη δέησις ὑπὲρ τῆς ἐπιτυχίας τοῦ Ἑλληνικοῦ Στρατοῦ. [812,1160,1048,1215]
article-paragraph: Ἐπὶ τῇ ἀφίξει τοῦ Βασιλέως εἰς Σμύρνην ὁ κ. Στεργιάδης ἀπέστειλε τὸ ἑξῆς τηλεγράφημα πρὸς τὴν Κυβέρνησιν: [1074,217,1313,258]
article-paragraph: Ὁ προθυπουργὸς κ. Γούναρης, πρὸ ἡμερῶν παρέστη εἰς Σμύρνην, διὰ τοῦ Διευθυντοῦ τοῦ Πολιτικοῦ Τμήματος τοῦ ὑπουργείου τῆς Δικαιοσύνης. [40,1957,301,2012]
article-paragraph: Ὁ Βασιλεὺς ἀπηύθυνε πρὸς τὸ στράτευμα τὸ ἀκόλουθον διάγγελμα: Στρατιῶται, [326,658,588,699]
theatres-heading: ΘΕΑΤΡΑ [40,100,175,132]
telegram-source: ΙΔΙΑΙΤΕΡΟΝ ΤΗΛΕΓΡΑΦΗΜΑ ΤΟΥ «ΕΜΠΡΟΣ» [1180,1404,1456,1415]
